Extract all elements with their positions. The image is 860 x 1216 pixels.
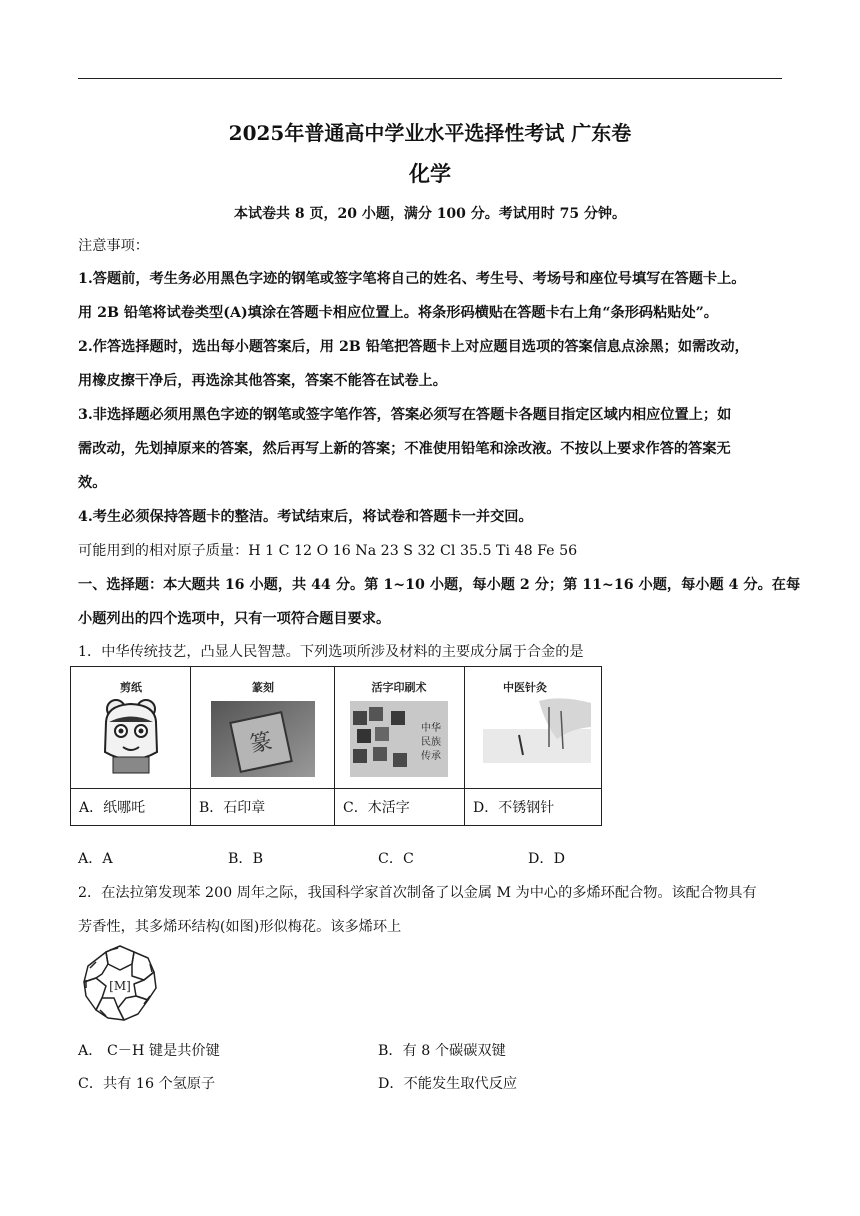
- question-2-stem: 2．在法拉第发现苯 200 周年之际，我国科学家首次制备了以金属 M 为中心的多烯环配合物。该配合物具有: [78, 885, 757, 901]
- q1-choice-c: C．C: [378, 851, 414, 867]
- q2-choice-c: C．共有 16 个氢原子: [78, 1076, 216, 1092]
- option-b-label: B．石印章: [191, 789, 335, 826]
- acupuncture-needle-icon: [465, 667, 601, 784]
- metal-center-label: [M]: [109, 979, 131, 993]
- option-c-label: C．木活字: [335, 789, 465, 826]
- svg-text:活字印刷术: 活字印刷术: [371, 681, 427, 694]
- notice-heading: 注意事项：: [78, 238, 149, 254]
- q2-choice-d: D．不能发生取代反应: [378, 1076, 518, 1092]
- notice-line: 需改动，先划掉原来的答案，然后再写上新的答案；不准使用铅笔和涂改液。不按以上要求作答的答案无: [78, 441, 731, 457]
- section-heading: 一、选择题：本大题共 16 小题，共 44 分。第 1~10 小题，每小题 2 分；第 11~16 小题，每小题 4 分。在每: [78, 577, 801, 593]
- svg-text:民族: 民族: [421, 737, 441, 748]
- paper-cut-figure-icon: [71, 667, 190, 784]
- option-a-label: A．纸哪吒: [71, 789, 191, 826]
- option-a-image: [71, 667, 191, 789]
- notice-line: 1.答题前，考生务必用黑色字迹的钢笔或签字笔将自己的姓名、考生号、考场号和座位号填写在答题卡上。: [78, 271, 746, 287]
- q1-choice-d: D．D: [528, 851, 565, 867]
- svg-text:中华: 中华: [421, 723, 441, 734]
- question-1-option-table: [70, 666, 602, 826]
- q1-choice-a: A．A: [78, 851, 113, 867]
- top-rule: [78, 78, 782, 79]
- svg-text:中医针灸: 中医针灸: [503, 681, 547, 694]
- exam-info: 本试卷共 8 页，20 小题，满分 100 分。考试用时 75 分钟。: [233, 206, 627, 222]
- svg-text:篆: 篆: [247, 728, 275, 758]
- svg-text:篆刻: 篆刻: [252, 681, 274, 694]
- notice-line: 效。: [78, 475, 107, 491]
- exam-title: 2025年普通高中学业水平选择性考试 广东卷: [228, 121, 632, 145]
- polyene-ring-figure: [78, 942, 162, 1026]
- question-1-stem: 1．中华传统技艺，凸显人民智慧。下列选项所涉及材料的主要成分属于合金的是: [78, 644, 584, 660]
- option-d-label: D．不锈钢针: [465, 789, 602, 826]
- option-c-image: [335, 667, 465, 789]
- movable-type-blocks-icon: [335, 667, 464, 784]
- q1-choice-b: B．B: [228, 851, 264, 867]
- svg-text:剪纸: 剪纸: [120, 681, 142, 694]
- atomic-masses: 可能用到的相对原子质量：H 1 C 12 O 16 Na 23 S 32 Cl 35.5 Ti 48 Fe 56: [78, 543, 578, 559]
- notice-line: 用橡皮擦干净后，再选涂其他答案，答案不能答在试卷上。: [78, 373, 447, 389]
- notice-line: 4.考生必须保持答题卡的整洁。考试结束后，将试卷和答题卡一并交回。: [78, 509, 533, 525]
- stone-seal-icon: [191, 667, 334, 784]
- q2-choice-a: A． C－H 键是共价键: [78, 1043, 220, 1059]
- question-2-stem: 芳香性，其多烯环结构(如图)形似梅花。该多烯环上: [78, 919, 402, 935]
- notice-line: 用 2B 铅笔将试卷类型(A)填涂在答题卡相应位置上。将条形码横贴在答题卡右上角“条形码粘贴处”。: [78, 305, 718, 321]
- option-b-image: [191, 667, 335, 789]
- svg-text:传承: 传承: [421, 751, 441, 762]
- q2-choice-b: B．有 8 个碳碳双键: [378, 1043, 506, 1059]
- option-d-image: [465, 667, 602, 789]
- notice-line: 2.作答选择题时，选出每小题答案后，用 2B 铅笔把答题卡上对应题目选项的答案信息点涂黑；如需改动，: [78, 339, 749, 355]
- notice-line: 3.非选择题必须用黑色字迹的钢笔或签字笔作答，答案必须写在答题卡各题目指定区域内相应位置上；如: [78, 407, 732, 423]
- section-heading: 小题列出的四个选项中，只有一项符合题目要求。: [78, 611, 391, 627]
- subject-title: 化学: [409, 161, 451, 186]
